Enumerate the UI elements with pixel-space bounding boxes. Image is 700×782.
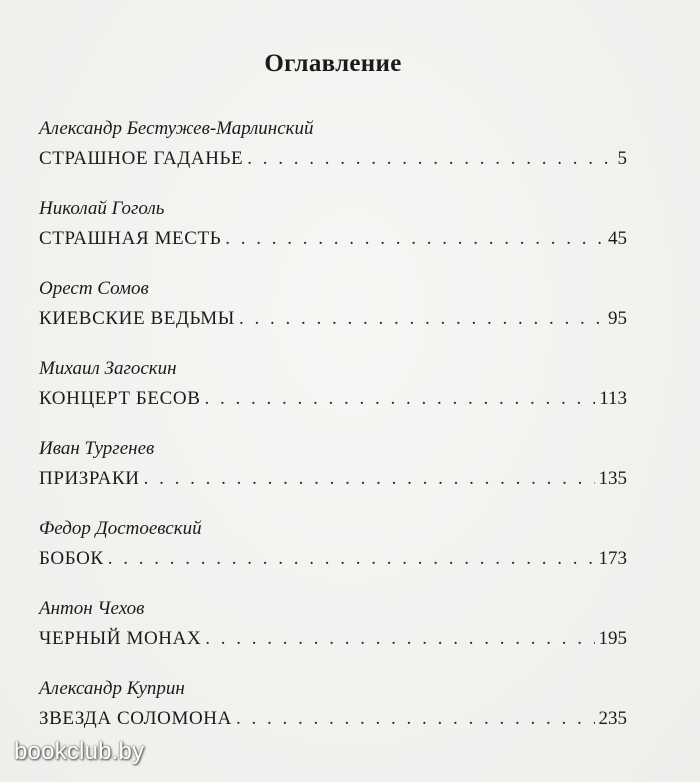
table-of-contents [39, 118, 627, 758]
leader-dots [239, 308, 604, 330]
toc-entry [39, 358, 627, 438]
toc-entry [39, 198, 627, 278]
page-number: 195 [598, 628, 627, 649]
author-name: Федор Достоевский [39, 518, 202, 539]
leader-dots [205, 628, 594, 650]
story-line [39, 228, 627, 250]
page-number: 5 [617, 148, 627, 169]
author-name: Иван Тургенев [39, 438, 155, 459]
page-title: Оглавление [264, 50, 402, 77]
story-title: СТРАШНАЯ МЕСТЬ [39, 228, 222, 249]
story-line [39, 388, 627, 410]
toc-entry [39, 518, 627, 598]
story-line [39, 628, 627, 650]
leader-dots [247, 148, 613, 170]
page-number: 173 [598, 548, 627, 569]
toc-entry [39, 278, 627, 358]
story-line [39, 308, 627, 330]
page-number: 235 [598, 708, 627, 729]
story-line [39, 548, 627, 570]
story-title: СТРАШНОЕ ГАДАНЬЕ [39, 148, 244, 169]
story-title: ЧЕРНЫЙ МОНАХ [39, 628, 202, 649]
story-title: КИЕВСКИЕ ВЕДЬМЫ [39, 308, 235, 329]
page-number: 113 [599, 388, 627, 409]
author-name: Михаил Загоскин [39, 358, 177, 379]
author-name: Антон Чехов [39, 598, 145, 619]
page-number: 135 [598, 468, 627, 489]
story-title: ЗВЕЗДА СОЛОМОНА [39, 708, 232, 729]
leader-dots [108, 548, 595, 570]
story-line [39, 468, 627, 490]
page-number: 95 [608, 308, 627, 329]
leader-dots [225, 228, 604, 250]
toc-entry [39, 438, 627, 518]
watermark-text: bookclub.by [14, 738, 145, 765]
toc-entry [39, 598, 627, 678]
author-name: Николай Гоголь [39, 198, 165, 219]
story-title: БОБОК [39, 548, 104, 569]
leader-dots [236, 708, 595, 730]
author-name: Александр Бестужев-Марлинский [39, 118, 314, 139]
story-line [39, 708, 627, 730]
toc-entry [39, 118, 627, 198]
author-name: Александр Куприн [39, 678, 185, 699]
leader-dots [205, 388, 596, 410]
story-title: ПРИЗРАКИ [39, 468, 140, 489]
story-line [39, 148, 627, 170]
story-title: КОНЦЕРТ БЕСОВ [39, 388, 201, 409]
page-number: 45 [608, 228, 627, 249]
author-name: Орест Сомов [39, 278, 149, 299]
leader-dots [144, 468, 595, 490]
